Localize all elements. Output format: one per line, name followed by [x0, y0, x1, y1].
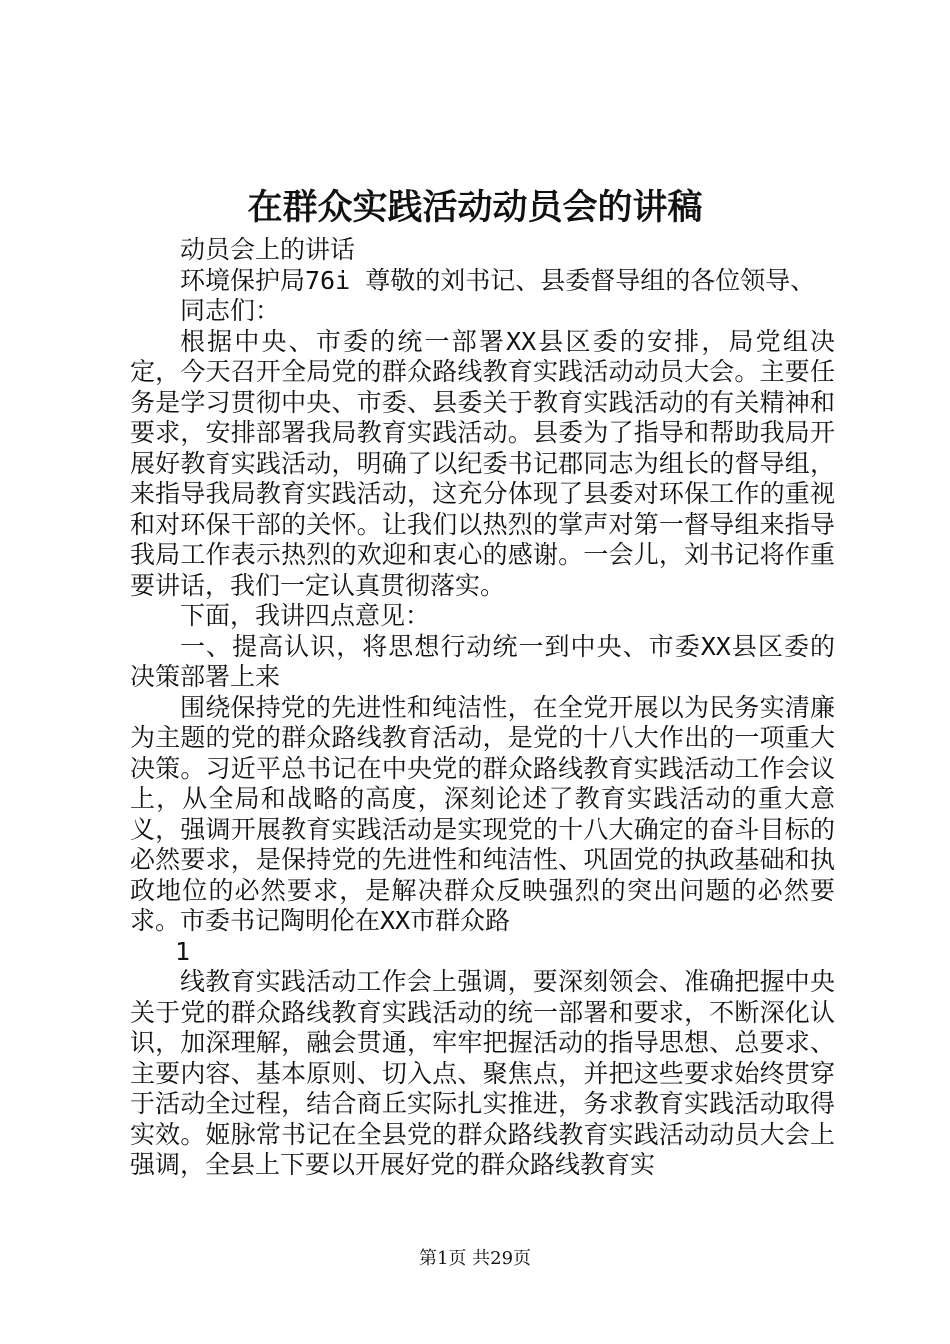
document-title: 在群众实践活动动员会的讲稿: [247, 187, 703, 228]
page-footer: 第1页 共29页: [418, 1248, 532, 1269]
inline-page-number: 1: [175, 936, 191, 966]
paragraph-section-1a: 围绕保持党的先进性和纯洁性，在全党开展以为民务实清廉为主题的党的群众路线教育活动，是党的十八大作出的一项重大决策。习近平总书记在中央党的群众路线教育实践活动工作会议上，从全局和战略的高度，深刻论述了教育实践活动的重大意义，强调开展教育实践活动是实现党的十八大确定的奋斗目标的必然要求，是保持党的先进性和纯洁性、巩固党的执政基础和执政地位的必然要求，是解决群众反映强烈的突出问题的必然要求。市委书记陶明伦在XX市群众路: [130, 692, 835, 935]
paragraph-points-intro: 下面，我讲四点意见：: [180, 601, 431, 630]
paragraph-address: 同志们：: [180, 296, 281, 325]
paragraph-intro: 根据中央、市委的统一部署XX县区委的安排，局党组决定，今天召开全局党的群众路线教育实践活动动员大会。主要任务是学习贯彻中央、市委、县委关于教育实践活动的有关精神和要求，安排部署我局教育实践活动。县委为了指导和帮助我局开展好教育实践活动，明确了以纪委书记郡同志为组长的督导组，来指导我局教育实践活动，这充分体现了县委对环保工作的重视和对环保干部的关怀。让我们以热烈的掌声对第一督导组来指导我局工作表示热烈的欢迎和衷心的感谢。一会儿，刘书记将作重要讲话，我们一定认真贯彻落实。: [130, 326, 835, 600]
section-heading-1: 一、提高认识，将思想行动统一到中央、市委XX县区委的决策部署上来: [130, 631, 835, 691]
paragraph-section-1b: 线教育实践活动工作会上强调，要深刻领会、准确把握中央关于党的群众路线教育实践活动的统一部署和要求，不断深化认识，加深理解，融会贯通，牢牢把握活动的指导思想、总要求、主要内容、基本原则、切入点、聚焦点，并把这些要求始终贯穿于活动全过程，结合商丘实际扎实推进，务求教育实践活动取得实效。姬脉常书记在全县党的群众路线教育实践活动动员大会上强调，全县上下要以开展好党的群众路线教育实: [130, 967, 835, 1179]
document-body: [130, 235, 835, 1181]
paragraph-greeting: 环境保护局76i 尊敬的刘书记、县委督导组的各位领导、: [180, 265, 816, 295]
paragraph-subtitle: 动员会上的讲话: [180, 235, 356, 264]
